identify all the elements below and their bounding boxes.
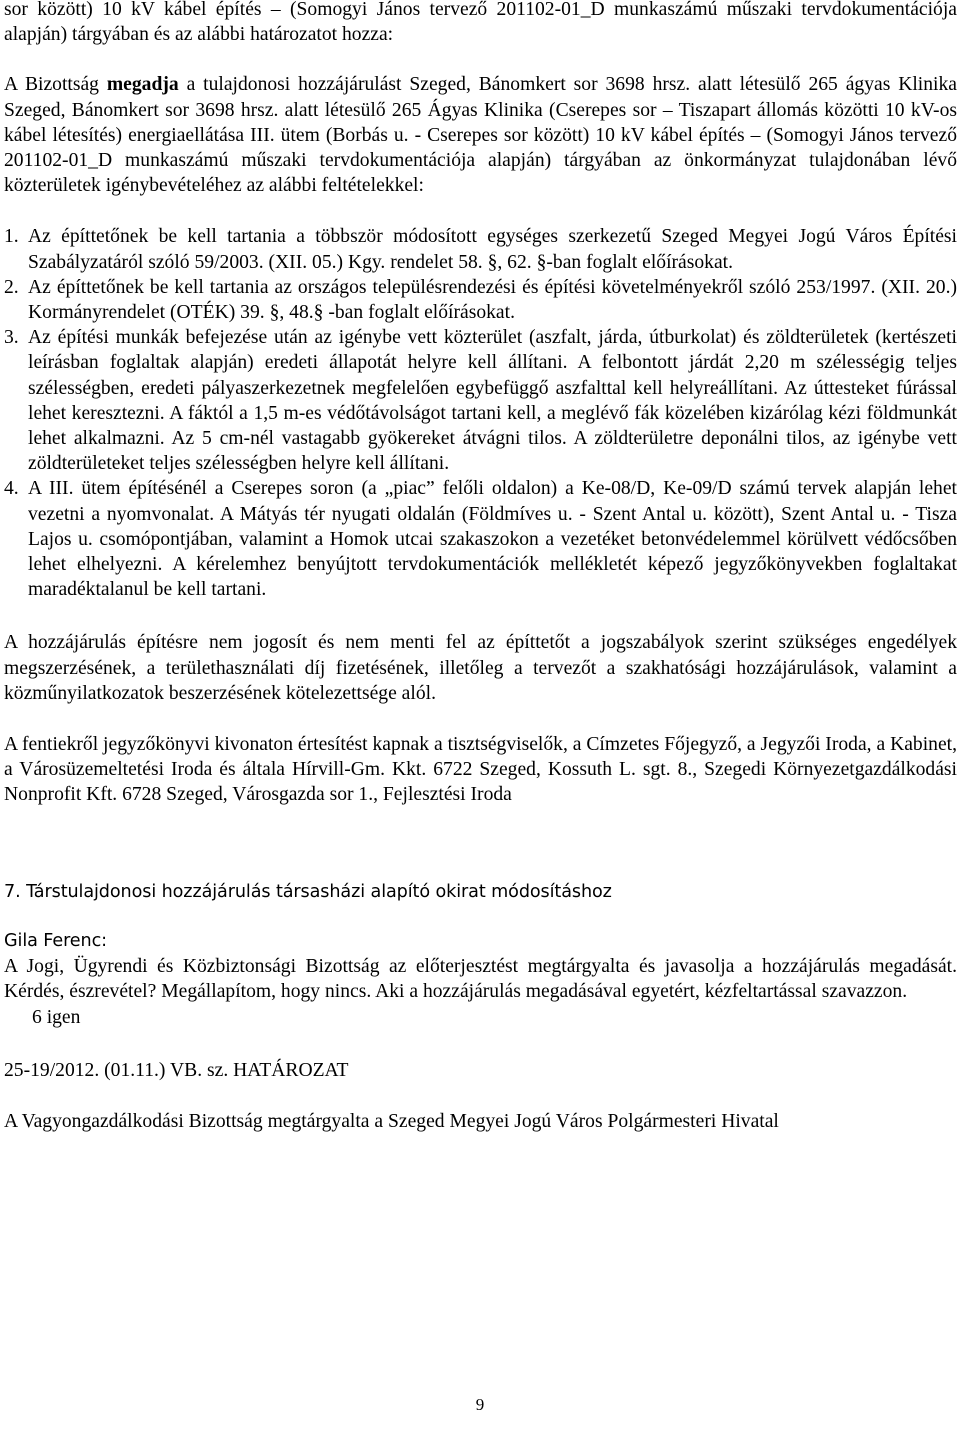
speaker-name: Gila Ferenc: [4, 930, 107, 951]
condition-text: Az építtetőnek be kell tartania a többször módosított egységes szerkezetű Szeged Megyei Jogú Város Építési Szabályzatáról szóló 59/2003. (XII. 05.) Kgy. rendelet 58. §, 62. §-ban foglalt előírásokat. [28, 226, 957, 273]
condition-item [4, 275, 957, 325]
condition-number: 3. [4, 327, 19, 349]
condition-text: Az építési munkák befejezése után az igénybe vett közterület (aszfalt, járda, útburkolat) és zöldterületek (kertészeti leírásban foglaltak alapján) eredeti állapotát helyre kell állítani. A felbontott járdát 2,20 m szélességig teljes szélességben, eredeti pályaszerkezetnek megfelelően egybefüggő aszfalttal kell helyreállítani. Az úttesteket fúrással lehet keresztezni. A fáktól a 1,5 m-es védőtávolságot tartani kell, a meglévő fák közelében kizárólag kézi földmunkát lehet alkalmazni. Az 5 cm-nél vastagabb gyökereket átvágni tilos. A zöldterületre deponálni tilos, az igénybe vett zöldterületeket teljes szélességben helyre kell állítani. [28, 327, 957, 475]
permit-note-paragraph: A hozzájárulás építésre nem jogosít és nem menti fel az építtetőt a jogszabályok szerint szükséges engedélyek megszerzésének, a területhasználati díj fizetésének, illetőleg a tervezőt a szakhatósági hozzájárulások, valamint a közműnyilatkozatok beszerzésének kötelezettsége alól. [4, 632, 957, 704]
decision-text-b: a tulajdonosi hozzájárulást Szeged, Bánomkert sor 3698 hrsz. alatt létesülő 265 ágyas Klinika Szeged, Bánomkert sor 3698 hrsz. alatt létesülő 265 Ágyas Klinika (Cserepes sor – Tiszapart állomás közötti 10 kV-os kábel létesítés) energiaellátása III. ütem (Borbás u. - Cserepes sor között) 10 kV kábel építés – (Somogyi János tervező 201102-01_D munkaszámú műszaki tervdokumentációja alapján) tárgyában az önkormányzat tulajdonában lévő közterületek igénybevételéhez az alábbi feltételekkel: [4, 74, 957, 197]
condition-item [4, 325, 957, 476]
condition-number: 1. [4, 226, 19, 248]
condition-text: Az építtetőnek be kell tartania az országos településrendezési és építési követelményekről szóló 253/1997. (XII. 20.) Kormányrendelet (OTÉK) 39. §, 48.§ -ban foglalt előírásokat. [28, 276, 957, 324]
speech-paragraph: A Jogi, Ügyrendi és Közbiztonsági Bizottság az előterjesztést megtárgyalta és javasolja a hozzájárulás megadását. Kérdés, észrevétel? Megállapítom, hogy nincs. Aki a hozzájárulás megadásával egyetért, kézfeltartással szavazzon. [4, 956, 957, 1003]
condition-number: 4. [4, 478, 19, 500]
decision-verb: megadja [106, 74, 179, 96]
conditions-list [4, 224, 957, 602]
condition-item [4, 224, 957, 274]
intro-paragraph: sor között) 10 kV kábel építés – (Somogyi János tervező 201102-01_D munkaszámú műszaki tervdokumentációja alapján) tárgyában és az alábbi határozatot hozza: [4, 0, 957, 46]
condition-text: A III. ütem építésénél a Cserepes soron (a „piac” felőli oldalon) a Ke-08/D, Ke-09/D számú tervek alapján lehet vezetni a nyomvonalat. A Mátyás tér nyugati oldalán (Földmíves u. - Szent Antal u. között), Szent Antal u. - Tisza Lajos u. csomópontjában, valamint a Homok utcai szakaszokon a vezetéket betonvédelemmel körülvett védőcsőben lehet elhelyezni. A kérelemhez benyújtott tervdokumentációk mellékletét képező jegyzőkönyvekben foglaltakat maradéktalanul be kell tartani. [28, 478, 957, 601]
condition-number: 2. [4, 276, 19, 298]
page-number: 9 [475, 1395, 485, 1414]
resolution-id: 25-19/2012. (01.11.) VB. sz. HATÁROZAT [4, 1059, 349, 1081]
vote-result: 6 igen [32, 1006, 81, 1028]
document-page [4, 0, 957, 1134]
decision-text-a: A Bizottság [4, 74, 107, 96]
decision-paragraph [4, 72, 957, 198]
agenda-item-heading: 7. Társtulajdonosi hozzájárulás társasházi alapító okirat módosításhoz [4, 881, 612, 902]
condition-item [4, 476, 957, 602]
resolution-text: A Vagyongazdálkodási Bizottság megtárgyalta a Szeged Megyei Jogú Város Polgármesteri Hivatal [4, 1110, 779, 1132]
notification-paragraph: A fentiekről jegyzőkönyvi kivonaton értesítést kapnak a tisztségviselők, a Címzetes Főjegyző, a Jegyzői Iroda, a Kabinet, a Városüzemeltetési Iroda és általa Hírvill-Gm. Kkt. 6722 Szeged, Kossuth L. sgt. 8., Szegedi Környezetgazdálkodási Nonprofit Kft. 6728 Szeged, Városgazda sor 1., Fejlesztési Iroda [4, 734, 957, 806]
